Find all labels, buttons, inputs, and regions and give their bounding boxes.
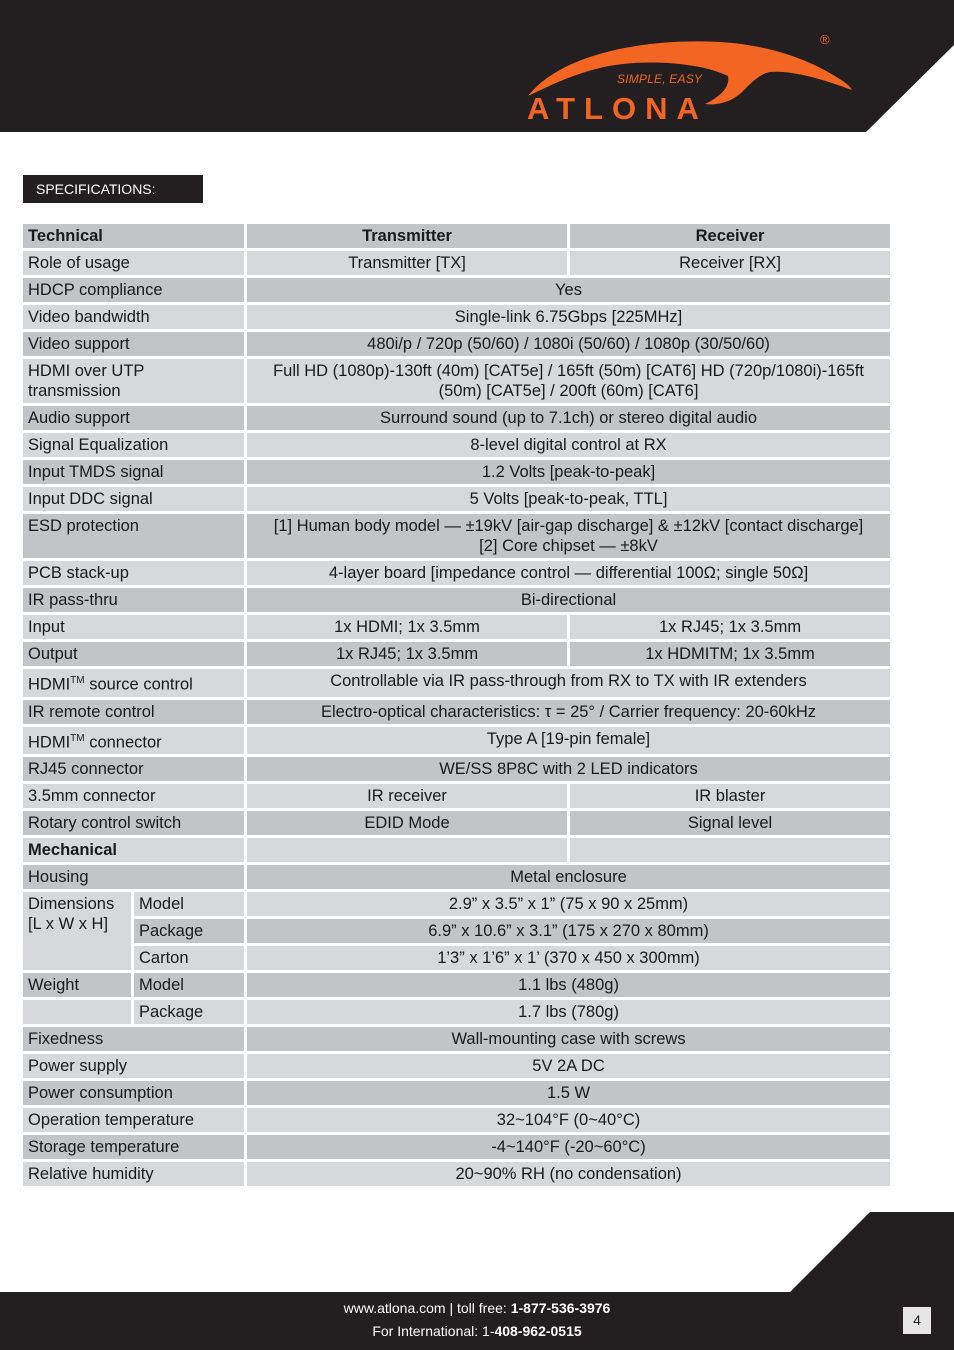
row-transmitter-value: 1x HDMI; 1x 3.5mm [247, 615, 567, 639]
table-row [23, 615, 890, 639]
table-row [23, 1054, 890, 1078]
page-header [0, 0, 954, 132]
row-receiver-value: 1x HDMITM; 1x 3.5mm [570, 642, 890, 666]
table-row [23, 332, 890, 356]
row-label: Mechanical [23, 838, 244, 862]
table-row [23, 561, 890, 585]
row-label [23, 669, 244, 697]
row-receiver-value: IR blaster [570, 784, 890, 808]
row-value: 32~104°F (0~40°C) [247, 1108, 890, 1132]
row-label: ESD protection [23, 514, 244, 558]
table-row [23, 642, 890, 666]
row-label: Relative humidity [23, 1162, 244, 1186]
row-value: Full HD (1080p)-130ft (40m) [CAT5e] / 165ft (50m) [CAT6] HD (720p/1080i)-165ft (50m) [CAT5e] / 200ft (60m) [CAT6] [247, 359, 890, 403]
row-label: Signal Equalization [23, 433, 244, 457]
row-label: HDCP compliance [23, 278, 244, 302]
row-value: Metal enclosure [247, 865, 890, 889]
row-value: 1.2 Volts [peak-to-peak] [247, 460, 890, 484]
row-label-text: HDMI [28, 675, 71, 694]
table-row [23, 919, 890, 943]
row-value: 8-level digital control at RX [247, 433, 890, 457]
row-value: 1.7 lbs (780g) [247, 1000, 890, 1024]
table-row [23, 784, 890, 808]
table-row [23, 1135, 890, 1159]
row-value: Electro-optical characteristics: τ = 25° / Carrier frequency: 20-60kHz [247, 700, 890, 724]
row-sub-label: Carton [134, 946, 244, 970]
row-label: 3.5mm connector [23, 784, 244, 808]
row-label: Audio support [23, 406, 244, 430]
row-value: Single-link 6.75Gbps [225MHz] [247, 305, 890, 329]
table-row [23, 757, 890, 781]
table-row [23, 487, 890, 511]
empty-cell [247, 838, 567, 862]
footer-website: www.atlona.com | toll free: [343, 1300, 511, 1316]
table-row [23, 865, 890, 889]
column-header-receiver: Receiver [570, 224, 890, 248]
row-label: Rotary control switch [23, 811, 244, 835]
row-value: Wall-mounting case with screws [247, 1027, 890, 1051]
row-sub-label: Model [134, 892, 244, 916]
table-row [23, 460, 890, 484]
registered-mark: ® [820, 32, 830, 47]
column-header-transmitter: Transmitter [247, 224, 567, 248]
row-group-label: Weight [23, 973, 131, 997]
logo-tagline: SIMPLE, EASY [617, 72, 703, 86]
row-value: 480i/p / 720p (50/60) / 1080i (50/60) / 1080p (30/50/60) [247, 332, 890, 356]
table-row [23, 838, 890, 862]
table-row [23, 1162, 890, 1186]
row-label: Input [23, 615, 244, 639]
row-label: Storage temperature [23, 1135, 244, 1159]
header-background [0, 0, 954, 132]
row-label: Role of usage [23, 251, 244, 275]
row-label: Power consumption [23, 1081, 244, 1105]
row-label-rest: source control [84, 675, 193, 694]
row-label: Output [23, 642, 244, 666]
empty-cell [570, 838, 890, 862]
table-row [23, 406, 890, 430]
table-row [23, 514, 890, 558]
footer-intl-label: For International: 1- [372, 1323, 495, 1339]
table-row [23, 588, 890, 612]
page-number: 4 [903, 1307, 931, 1334]
row-value-line2: [2] Core chipset — ±8kV [479, 537, 658, 555]
table-row [23, 1108, 890, 1132]
empty-group-cell [23, 1000, 131, 1024]
row-label: IR remote control [23, 700, 244, 724]
row-label: PCB stack-up [23, 561, 244, 585]
table-row [23, 359, 890, 403]
row-value: 1.5 W [247, 1081, 890, 1105]
row-label: IR pass-thru [23, 588, 244, 612]
row-receiver-value: Receiver [RX] [570, 251, 890, 275]
footer-contact-line [0, 1300, 954, 1316]
row-value-line1: [1] Human body model — ±19kV [air-gap discharge] & ±12kV [contact discharge] [273, 517, 864, 535]
row-value: 1.1 lbs (480g) [247, 973, 890, 997]
row-value: 1’3” x 1’6” x 1’ (370 x 450 x 300mm) [247, 946, 890, 970]
row-value: 5 Volts [peak-to-peak, TTL] [247, 487, 890, 511]
trademark-sup: TM [70, 732, 85, 744]
row-label: Housing [23, 865, 244, 889]
row-value: Type A [19-pin female] [247, 727, 890, 755]
row-value: Surround sound (up to 7.1ch) or stereo digital audio [247, 406, 890, 430]
row-transmitter-value: IR receiver [247, 784, 567, 808]
table-row [23, 700, 890, 724]
row-value: Controllable via IR pass-through from RX to TX with IR extenders [247, 669, 890, 697]
table-row [23, 1081, 890, 1105]
row-value: WE/SS 8P8C with 2 LED indicators [247, 757, 890, 781]
footer-tollfree: 1-877-536-3976 [510, 1300, 611, 1316]
table-row [23, 278, 890, 302]
table-row [23, 946, 890, 970]
table-row [23, 433, 890, 457]
row-label [23, 727, 244, 755]
row-value: 4-layer board [impedance control — differential 100Ω; single 50Ω] [247, 561, 890, 585]
table-row [23, 811, 890, 835]
row-label: Video support [23, 332, 244, 356]
row-value: Yes [247, 278, 890, 302]
table-row [23, 973, 890, 997]
row-label: RJ45 connector [23, 757, 244, 781]
row-label: Power supply [23, 1054, 244, 1078]
row-receiver-value: 1x RJ45; 1x 3.5mm [570, 615, 890, 639]
row-group-label: Dimensions [L x W x H] [23, 892, 131, 970]
row-label: Video bandwidth [23, 305, 244, 329]
row-label: Operation temperature [23, 1108, 244, 1132]
row-transmitter-value: 1x RJ45; 1x 3.5mm [247, 642, 567, 666]
section-label: SPECIFICATIONS: [23, 175, 203, 203]
table-row [23, 251, 890, 275]
row-receiver-value: Signal level [570, 811, 890, 835]
footer-intl-number: 408-962-0515 [494, 1323, 582, 1339]
column-header-technical: Technical [23, 224, 244, 248]
row-sub-label: Model [134, 973, 244, 997]
table-header-row [23, 224, 890, 248]
row-sub-label: Package [134, 1000, 244, 1024]
row-transmitter-value: Transmitter [TX] [247, 251, 567, 275]
table-row [23, 1000, 890, 1024]
table-row [23, 1027, 890, 1051]
table-row [23, 892, 890, 916]
table-row [23, 727, 890, 755]
row-label: HDMI over UTP transmission [23, 359, 244, 403]
row-label: Input DDC signal [23, 487, 244, 511]
row-value: 5V 2A DC [247, 1054, 890, 1078]
table-row [23, 305, 890, 329]
logo-wordmark: ATLONA [527, 91, 708, 126]
row-value: -4~140°F (-20~60°C) [247, 1135, 890, 1159]
row-value [247, 514, 890, 558]
table-row [23, 669, 890, 697]
row-value: 20~90% RH (no condensation) [247, 1162, 890, 1186]
row-transmitter-value: EDID Mode [247, 811, 567, 835]
row-value: 6.9” x 10.6” x 3.1” (175 x 270 x 80mm) [247, 919, 890, 943]
row-label-rest: connector [84, 733, 162, 751]
row-label-text: HDMI [28, 733, 71, 751]
trademark-sup: TM [70, 675, 85, 686]
page-footer [0, 1292, 954, 1350]
spec-table [20, 221, 893, 1189]
row-sub-label: Package [134, 919, 244, 943]
row-value: Bi-directional [247, 588, 890, 612]
row-label: Fixedness [23, 1027, 244, 1051]
row-value: 2.9” x 3.5” x 1” (75 x 90 x 25mm) [247, 892, 890, 916]
row-label: Input TMDS signal [23, 460, 244, 484]
footer-intl-line [0, 1323, 954, 1339]
